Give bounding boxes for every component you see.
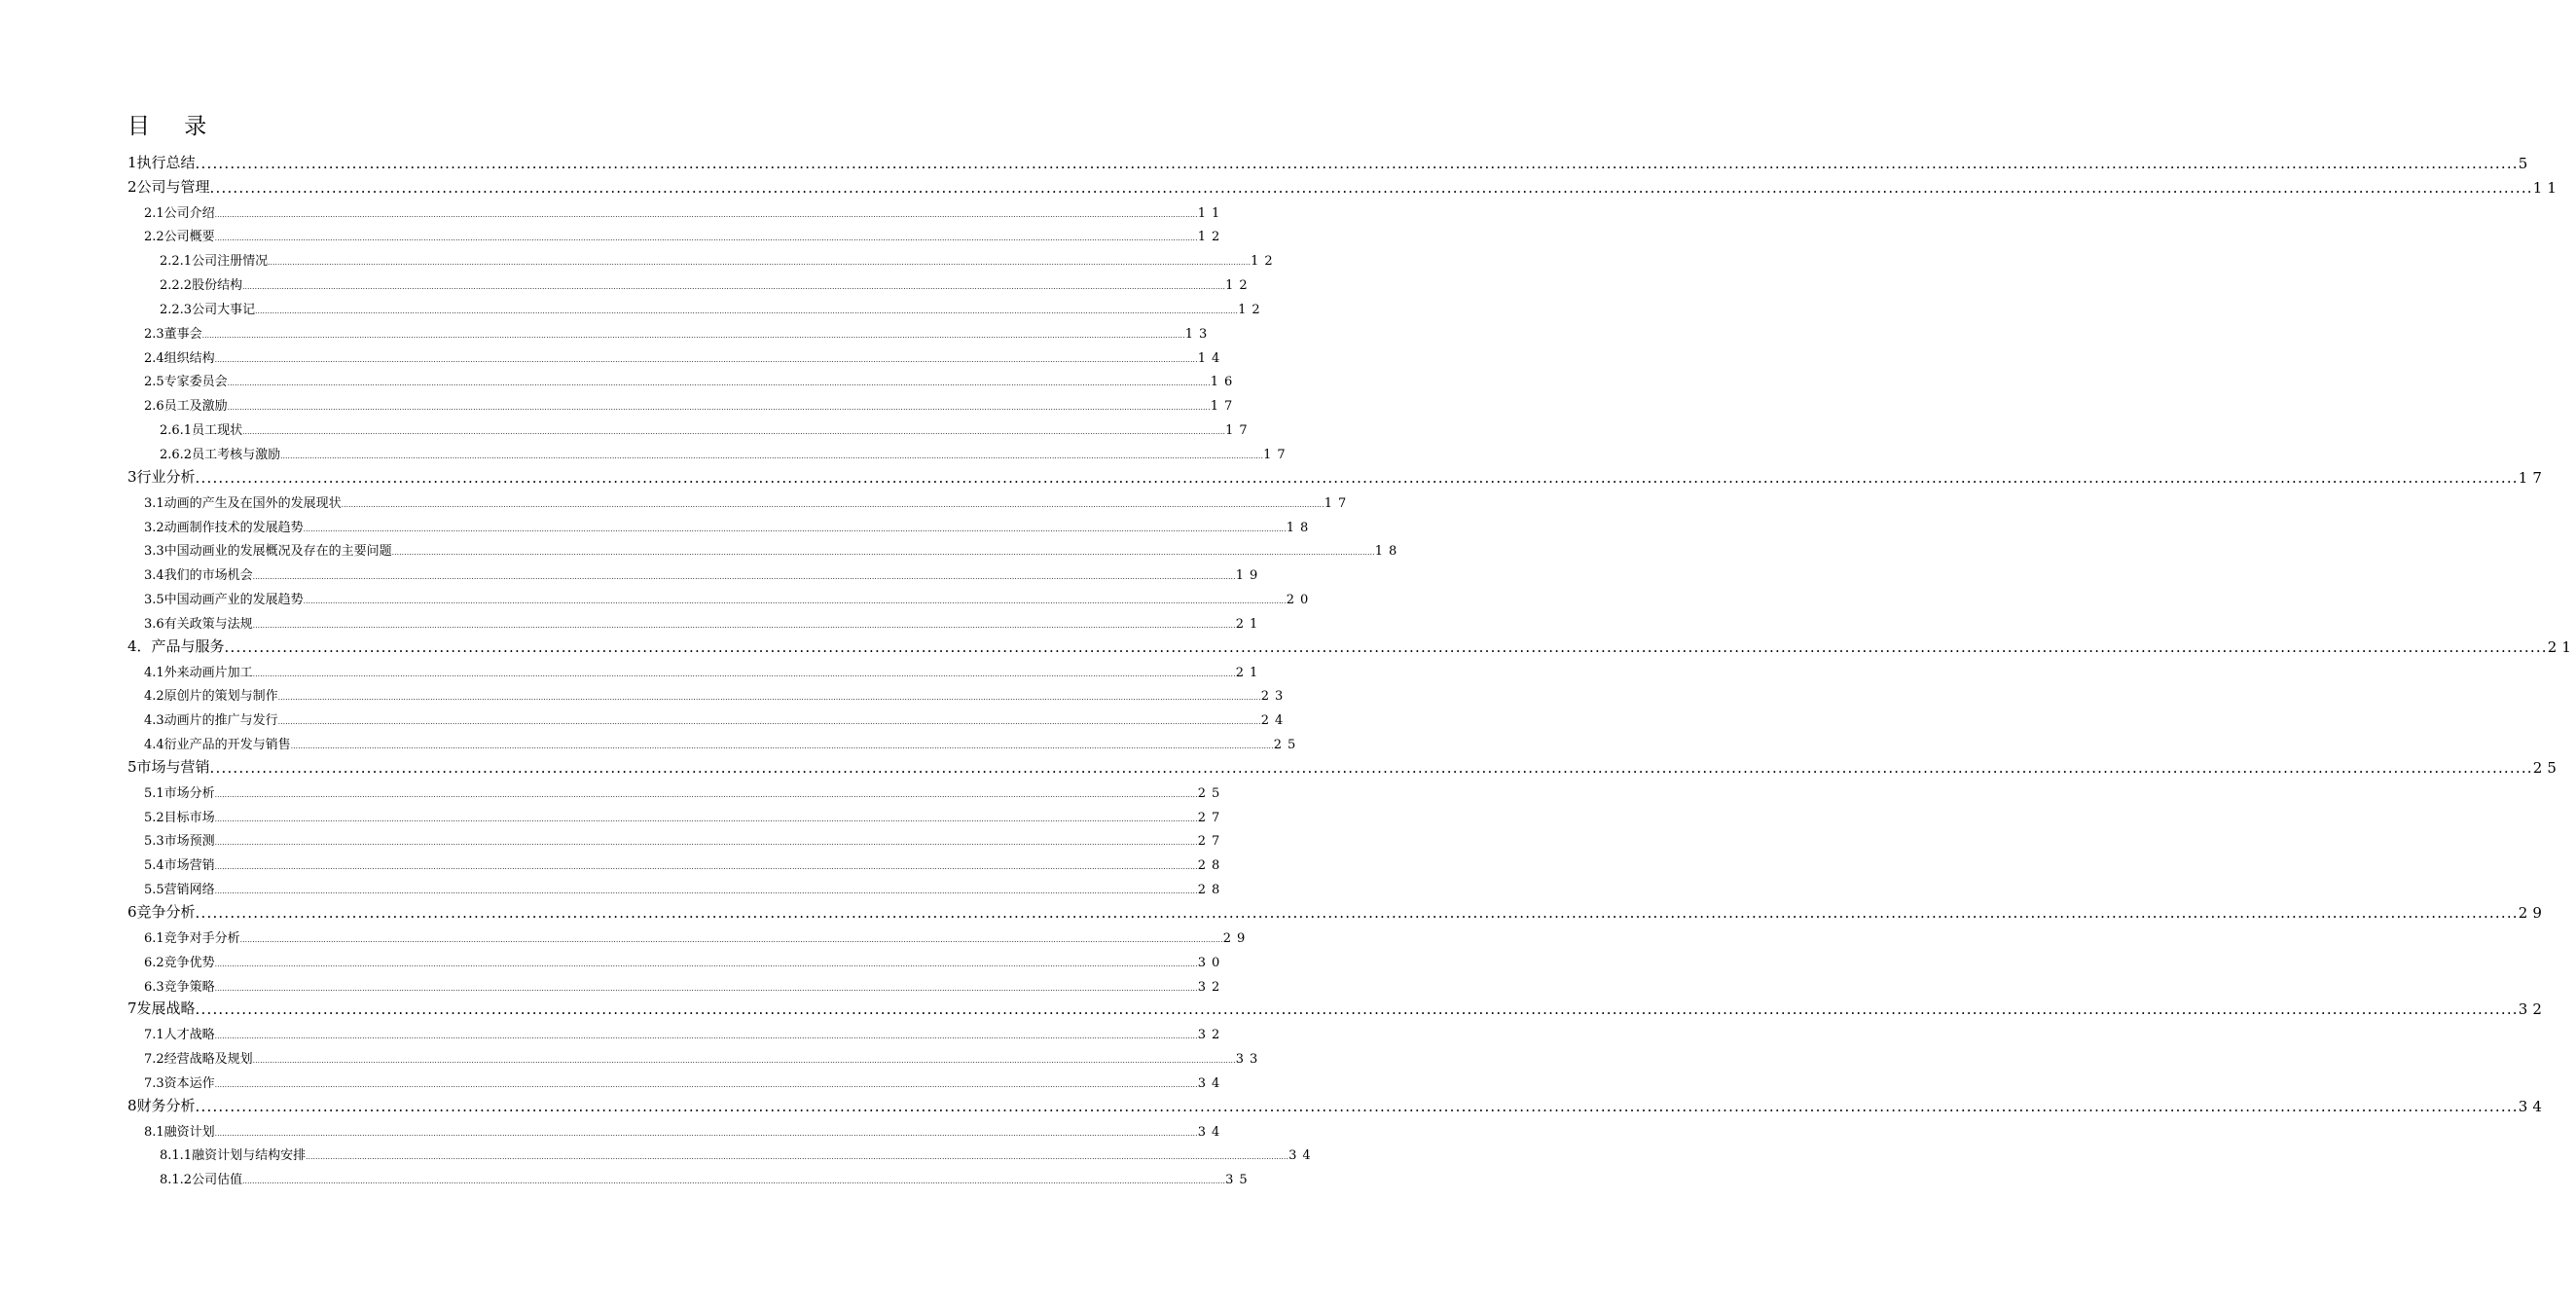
toc-entry-page-number: 28 — [1197, 858, 1226, 874]
toc-entry-page-number: 21 — [1235, 665, 1264, 680]
toc-entry-page-number: 12 — [1251, 254, 1279, 270]
toc-entry-label: 4.3动画片的推广与发行 — [144, 713, 278, 729]
toc-entry-label: 5市场与营销 — [127, 757, 210, 776]
toc-entry[interactable] — [127, 973, 1226, 998]
toc-entry-page-number: 17 — [1225, 423, 1253, 439]
toc-entry-page-number: 23 — [1260, 689, 1289, 705]
dot-leader: ................................................................................................................................................................................................................................................................................................................................................................................................................ — [280, 452, 1264, 460]
dot-leader: ................................................................................................................................................................................................................................................................................................................................................................................................................ — [214, 790, 1198, 799]
toc-entry[interactable] — [127, 900, 2547, 925]
toc-entry[interactable] — [127, 659, 1264, 683]
toc-entry-label: 4.4衍业产品的开发与销售 — [144, 738, 291, 753]
toc-entry-label: 3.1动画的产生及在国外的发展现状 — [144, 495, 342, 511]
dot-leader: ................................................................................................................................................................................................................................................................................................................................................................................................................ — [214, 960, 1198, 968]
toc-entry-page-number: 11 — [2532, 178, 2561, 197]
toc-entry-page-number: 25 — [1273, 738, 1302, 753]
toc-entry-label: 7发展战略 — [127, 999, 196, 1018]
toc-entry-page-number: 28 — [1197, 883, 1226, 898]
toc-entry[interactable] — [127, 441, 1291, 465]
toc-entry-page-number: 27 — [1197, 810, 1226, 825]
toc-entry[interactable] — [127, 610, 1264, 635]
toc-entry-label: 2.4组织结构 — [144, 350, 215, 366]
toc-entry[interactable] — [127, 417, 1253, 441]
dot-leader: ................................................................................................................................................................................................................................................................................................................................................................................................................ — [214, 888, 1198, 896]
toc-entry[interactable] — [127, 562, 1264, 586]
dot-leader: ................................................................................................................................................................................................................................................................................................................................................................................................................ — [341, 500, 1324, 509]
toc-entry[interactable] — [127, 345, 1226, 369]
dot-leader: ................................................................................................................................................................................................................................................................................................................................................................................................................ — [195, 1000, 2519, 1019]
toc-entry-page-number: 20 — [1286, 593, 1315, 608]
toc-entry[interactable] — [127, 151, 2533, 175]
toc-entry-label: 3.4我们的市场机会 — [144, 568, 253, 584]
toc-entry-page-number: 18 — [1286, 520, 1315, 535]
toc-entry-page-number: 16 — [1210, 375, 1239, 390]
toc-entry-label: 3行业分析 — [127, 467, 196, 486]
dot-leader: ................................................................................................................................................................................................................................................................................................................................................................................................................ — [201, 331, 1185, 340]
toc-entry[interactable] — [127, 876, 1226, 900]
dot-leader: ................................................................................................................................................................................................................................................................................................................................................................................................................ — [255, 307, 1239, 315]
dot-leader: ................................................................................................................................................................................................................................................................................................................................................................................................................ — [303, 598, 1287, 606]
toc-entry-page-number: 12 — [1238, 302, 1266, 317]
toc-entry-page-number: 24 — [1260, 713, 1289, 729]
toc-entry-label: 8.1.2公司估值 — [160, 1173, 243, 1188]
toc-entry-label: 5.3市场预测 — [144, 834, 215, 850]
toc-entry[interactable] — [127, 247, 1279, 272]
dot-leader: ................................................................................................................................................................................................................................................................................................................................................................................................................ — [391, 549, 1375, 558]
toc-entry-page-number: 35 — [1225, 1173, 1253, 1188]
toc-entry-label: 4.1外来动画片加工 — [144, 665, 253, 680]
dot-leader: ................................................................................................................................................................................................................................................................................................................................................................................................................ — [242, 1178, 1226, 1186]
dot-leader: ................................................................................................................................................................................................................................................................................................................................................................................................................ — [306, 1153, 1289, 1162]
dot-leader: ................................................................................................................................................................................................................................................................................................................................................................................................................ — [214, 863, 1198, 872]
toc-entry-page-number: 33 — [1235, 1052, 1264, 1068]
toc-entry[interactable] — [127, 998, 2547, 1022]
toc-entry-page-number: 13 — [1184, 326, 1214, 342]
dot-leader: ................................................................................................................................................................................................................................................................................................................................................................................................................ — [252, 573, 1236, 582]
toc-entry-label: 3.3中国动画业的发展概况及存在的主要问题 — [144, 544, 392, 560]
dot-leader: ................................................................................................................................................................................................................................................................................................................................................................................................................ — [195, 904, 2519, 922]
toc-entry-label: 2.2公司概要 — [144, 230, 215, 245]
toc-entry-page-number: 32 — [2518, 1000, 2547, 1019]
dot-leader: ................................................................................................................................................................................................................................................................................................................................................................................................................ — [252, 621, 1236, 630]
toc-entry-page-number: 18 — [1374, 544, 1403, 560]
toc-entry-page-number: 12 — [1225, 278, 1253, 294]
toc-entry-page-number: 5 — [2518, 154, 2533, 172]
toc-entry-label: 7.2经营战略及规划 — [144, 1052, 253, 1068]
toc-entry-page-number: 30 — [1197, 955, 1226, 970]
toc-entry[interactable] — [127, 200, 1226, 224]
toc-entry[interactable] — [127, 949, 1226, 973]
toc-entry-page-number: 32 — [1197, 1028, 1226, 1043]
dot-leader: ................................................................................................................................................................................................................................................................................................................................................................................................................ — [242, 283, 1226, 292]
toc-entry-page-number: 27 — [1197, 834, 1226, 850]
toc-title: 目 录 — [127, 114, 221, 139]
dot-leader: ................................................................................................................................................................................................................................................................................................................................................................................................................ — [224, 637, 2548, 656]
toc-entry-page-number: 34 — [1197, 1075, 1226, 1091]
toc-entry[interactable] — [127, 828, 1226, 853]
toc-entry[interactable] — [127, 925, 1252, 949]
toc-entry-page-number: 34 — [1288, 1148, 1317, 1164]
toc-entry-label: 4.2原创片的策划与制作 — [144, 689, 278, 705]
toc-entry-label: 3.2动画制作技术的发展趋势 — [144, 520, 304, 535]
dot-leader: ................................................................................................................................................................................................................................................................................................................................................................................................................ — [277, 694, 1261, 703]
toc-entry[interactable] — [127, 683, 1289, 708]
dot-leader: ................................................................................................................................................................................................................................................................................................................................................................................................................ — [195, 468, 2519, 487]
toc-entry[interactable] — [127, 320, 1214, 345]
toc-entry[interactable] — [127, 1070, 1226, 1094]
dot-leader: ................................................................................................................................................................................................................................................................................................................................................................................................................ — [214, 1033, 1198, 1041]
dot-leader: ................................................................................................................................................................................................................................................................................................................................................................................................................ — [227, 380, 1211, 388]
toc-entry-page-number: 34 — [2518, 1097, 2547, 1115]
dot-leader: ................................................................................................................................................................................................................................................................................................................................................................................................................ — [214, 839, 1198, 848]
toc-entry-label: 5.4市场营销 — [144, 858, 215, 874]
toc-entry-label: 7.1人才战略 — [144, 1028, 215, 1043]
toc-entry-label: 6.2竞争优势 — [144, 955, 215, 970]
toc-entry-label: 8.1融资计划 — [144, 1124, 215, 1140]
toc-entry[interactable] — [127, 224, 1226, 248]
toc-entry[interactable] — [127, 586, 1315, 610]
dot-leader: ................................................................................................................................................................................................................................................................................................................................................................................................................ — [209, 758, 2533, 777]
toc-entry-page-number: 12 — [1197, 230, 1226, 245]
toc-entry[interactable] — [127, 538, 1403, 563]
dot-leader: ................................................................................................................................................................................................................................................................................................................................................................................................................ — [303, 525, 1287, 533]
dot-leader: ................................................................................................................................................................................................................................................................................................................................................................................................................ — [214, 1080, 1198, 1089]
toc-entry-label: 2.1公司介绍 — [144, 205, 215, 221]
toc-entry-label: 5.1市场分析 — [144, 785, 215, 801]
dot-leader: ................................................................................................................................................................................................................................................................................................................................................................................................................ — [195, 154, 2519, 172]
toc-entry-label: 3.6有关政策与法规 — [144, 616, 253, 632]
toc-entry[interactable] — [127, 1118, 1226, 1143]
toc-entry-page-number: 19 — [1235, 568, 1264, 584]
toc-entry-label: 2.2.3公司大事记 — [160, 302, 256, 317]
toc-entry-page-number: 17 — [2518, 468, 2547, 487]
toc-entry[interactable] — [127, 272, 1253, 296]
toc-entry-page-number: 21 — [1235, 616, 1264, 632]
dot-leader: ................................................................................................................................................................................................................................................................................................................................................................................................................ — [214, 984, 1198, 993]
toc-entry[interactable] — [127, 804, 1226, 828]
toc-entry-label: 8.1.1融资计划与结构安排 — [160, 1148, 307, 1164]
dot-leader: ................................................................................................................................................................................................................................................................................................................................................................................................................ — [242, 428, 1226, 437]
toc-entry-label: 6.1竞争对手分析 — [144, 930, 240, 946]
toc-entry[interactable] — [127, 296, 1266, 320]
toc-entry[interactable] — [127, 490, 1353, 514]
toc-entry-page-number: 25 — [1197, 785, 1226, 801]
toc-entry-label: 4．产品与服务 — [127, 636, 225, 655]
dot-leader: ................................................................................................................................................................................................................................................................................................................................................................................................................ — [252, 670, 1236, 678]
toc-entry-label: 2.2.1公司注册情况 — [160, 254, 269, 270]
toc-entry[interactable] — [127, 392, 1239, 417]
toc-entry-label: 5.5营销网络 — [144, 883, 215, 898]
toc-entry[interactable] — [127, 1045, 1264, 1070]
toc-entry-page-number: 17 — [1263, 447, 1291, 462]
toc-entry-page-number: 17 — [1210, 399, 1239, 415]
toc-entry[interactable] — [127, 755, 2561, 780]
toc-entry-label: 2.5专家委员会 — [144, 375, 228, 390]
toc-entry-page-number: 21 — [2547, 637, 2576, 656]
toc-entry[interactable] — [127, 1021, 1226, 1045]
dot-leader: ................................................................................................................................................................................................................................................................................................................................................................................................................ — [214, 210, 1198, 219]
toc-entry-label: 7.3资本运作 — [144, 1075, 215, 1091]
toc-entry[interactable] — [127, 514, 1315, 538]
dot-leader: ................................................................................................................................................................................................................................................................................................................................................................................................................ — [290, 743, 1274, 751]
toc-entry[interactable] — [127, 369, 1239, 393]
toc-entry-page-number: 25 — [2532, 758, 2561, 777]
dot-leader: ................................................................................................................................................................................................................................................................................................................................................................................................................ — [252, 1057, 1236, 1066]
toc-entry[interactable] — [127, 465, 2547, 490]
dot-leader: ................................................................................................................................................................................................................................................................................................................................................................................................................ — [195, 1097, 2519, 1115]
toc-entry[interactable] — [127, 1166, 1253, 1190]
toc-entry-label: 2.6员工及激励 — [144, 399, 228, 415]
dot-leader: ................................................................................................................................................................................................................................................................................................................................................................................................................ — [268, 259, 1252, 268]
dot-leader: ................................................................................................................................................................................................................................................................................................................................................................................................................ — [214, 355, 1198, 364]
dot-leader: ................................................................................................................................................................................................................................................................................................................................................................................................................ — [239, 935, 1223, 944]
toc-entry-page-number: 29 — [1222, 930, 1252, 946]
toc-entry-label: 3.5中国动画产业的发展趋势 — [144, 593, 304, 608]
dot-leader: ................................................................................................................................................................................................................................................................................................................................................................................................................ — [214, 235, 1198, 243]
toc-entry-label: 5.2目标市场 — [144, 810, 215, 825]
toc-entry[interactable] — [127, 852, 1226, 876]
toc-entry-label: 6.3竞争策略 — [144, 979, 215, 995]
toc-entry-page-number: 34 — [1197, 1124, 1226, 1140]
toc-entry-label: 2.6.1员工现状 — [160, 423, 243, 439]
toc-entry-label: 2.6.2员工考核与激励 — [160, 447, 281, 462]
toc-entry-page-number: 29 — [2518, 904, 2547, 922]
toc-entry-label: 2公司与管理 — [127, 177, 210, 196]
dot-leader: ................................................................................................................................................................................................................................................................................................................................................................................................................ — [214, 815, 1198, 823]
toc-entry[interactable] — [127, 707, 1289, 731]
toc-entry-label: 2.2.2股份结构 — [160, 278, 243, 294]
dot-leader: ................................................................................................................................................................................................................................................................................................................................................................................................................ — [227, 404, 1211, 413]
toc-entry-page-number: 32 — [1197, 979, 1226, 995]
toc-entry-label: 2.3董事会 — [144, 326, 202, 342]
dot-leader: ................................................................................................................................................................................................................................................................................................................................................................................................................ — [214, 1129, 1198, 1138]
toc-entry-label: 6竞争分析 — [127, 903, 196, 921]
toc-list — [127, 151, 2576, 1190]
dot-leader: ................................................................................................................................................................................................................................................................................................................................................................................................................ — [277, 718, 1261, 727]
toc-entry-page-number: 14 — [1197, 350, 1226, 366]
toc-entry[interactable] — [127, 731, 1302, 755]
toc-entry[interactable] — [127, 175, 2561, 200]
toc-entry-page-number: 17 — [1324, 495, 1353, 511]
dot-leader: ................................................................................................................................................................................................................................................................................................................................................................................................................ — [209, 178, 2533, 197]
toc-entry[interactable] — [127, 1143, 1317, 1167]
toc-entry[interactable] — [127, 1094, 2547, 1118]
toc-entry-page-number: 11 — [1197, 205, 1226, 221]
toc-entry-label: 1执行总结 — [127, 153, 196, 171]
toc-entry[interactable] — [127, 780, 1226, 804]
toc-entry[interactable] — [127, 635, 2576, 659]
toc-entry-label: 8财务分析 — [127, 1096, 196, 1114]
